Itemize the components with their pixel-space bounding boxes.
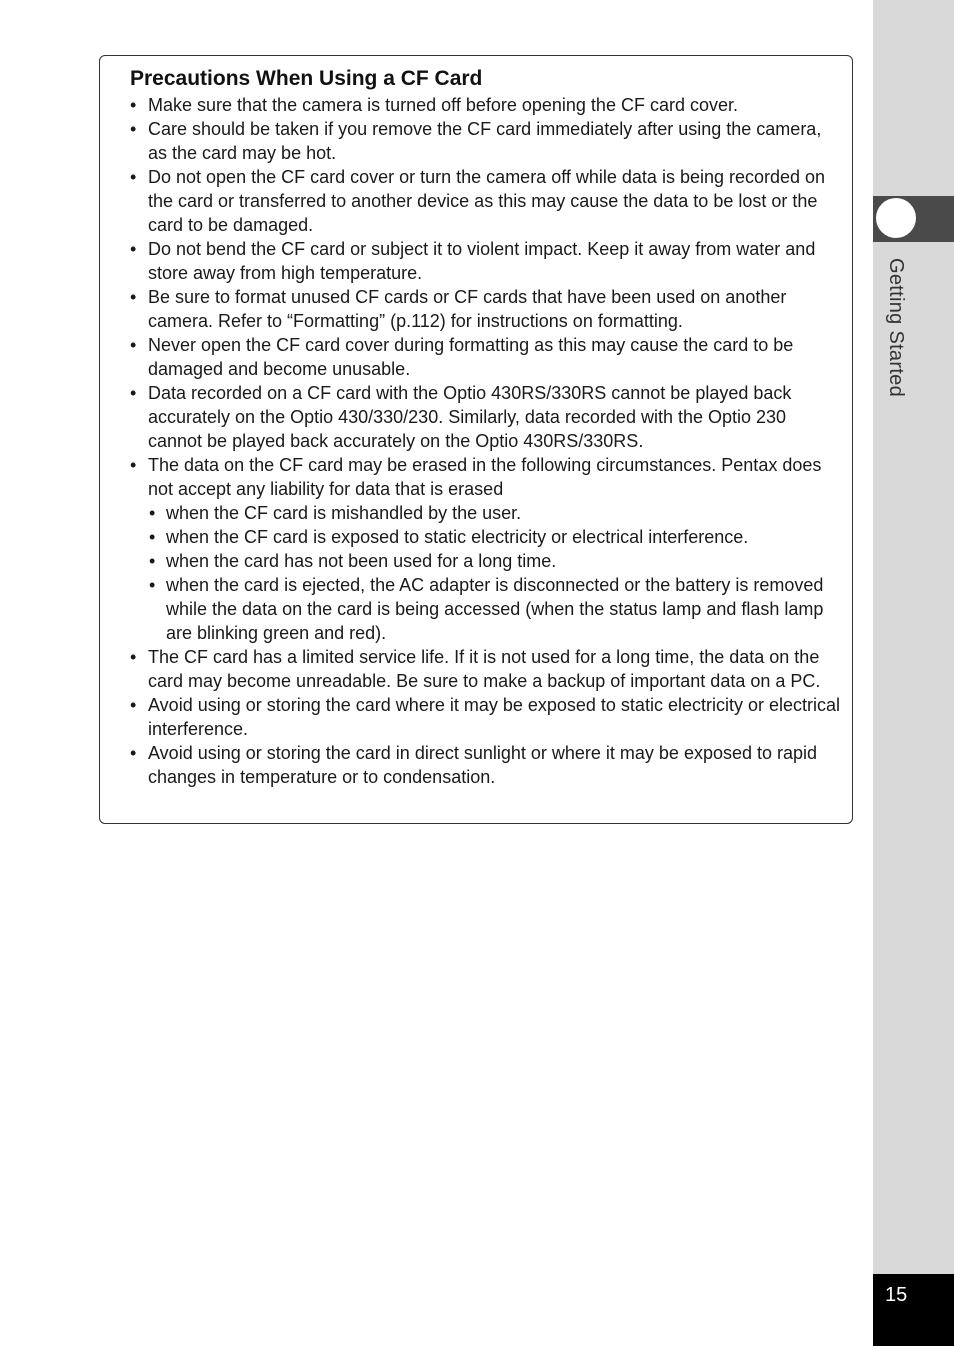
sub-list-item: • when the CF card is exposed to static electricity or electrical interference.	[148, 525, 841, 549]
list-item: • Data recorded on a CF card with the Optio 430RS/330RS cannot be played back accurately on the Optio 430/330/230. Similarly, data recorded with the Optio 230 cannot be played back accurately on the Optio 430RS/330RS.	[129, 381, 841, 453]
precautions-box	[99, 55, 853, 824]
list-item: • Make sure that the camera is turned off before opening the CF card cover.	[129, 93, 841, 117]
sub-list-item: • when the CF card is mishandled by the user.	[148, 501, 841, 525]
list-item: • Avoid using or storing the card in direct sunlight or where it may be exposed to rapid changes in temperature or to condensation.	[129, 741, 841, 789]
list-item-with-subitems	[129, 453, 841, 645]
chapter-title: Getting Started	[885, 258, 907, 398]
chapter-number-circle	[876, 198, 916, 238]
list-item: • Avoid using or storing the card where it may be exposed to static electricity or electrical interference.	[129, 693, 841, 741]
list-item: • Be sure to format unused CF cards or CF cards that have been used on another camera. Refer to “Formatting” (p.112) for instructions on formatting.	[129, 285, 841, 333]
list-item: • Do not bend the CF card or subject it to violent impact. Keep it away from water and store away from high temperature.	[129, 237, 841, 285]
erasure-circumstances-list	[148, 501, 841, 645]
list-item: • The CF card has a limited service life. If it is not used for a long time, the data on the card may become unreadable. Be sure to make a backup of important data on a PC.	[129, 645, 841, 693]
list-item: • Care should be taken if you remove the CF card immediately after using the camera, as the card may be hot.	[129, 117, 841, 165]
list-item-text: The data on the CF card may be erased in the following circumstances. Pentax does not accept any liability for data that is erased	[148, 455, 822, 499]
precautions-list	[129, 93, 841, 789]
list-item: • Do not open the CF card cover or turn the camera off while data is being recorded on the card or transferred to another device as this may cause the data to be lost or the card to be damaged.	[129, 165, 841, 237]
list-item: • Never open the CF card cover during formatting as this may cause the card to be damaged and become unusable.	[129, 333, 841, 381]
sub-list-item: • when the card is ejected, the AC adapter is disconnected or the battery is removed while the data on the card is being accessed (when the status lamp and flash lamp are blinking green and red).	[148, 573, 841, 645]
page-number: 15	[885, 1284, 908, 1306]
precautions-title: Precautions When Using a CF Card	[130, 67, 483, 90]
sub-list-item: • when the card has not been used for a long time.	[148, 549, 841, 573]
